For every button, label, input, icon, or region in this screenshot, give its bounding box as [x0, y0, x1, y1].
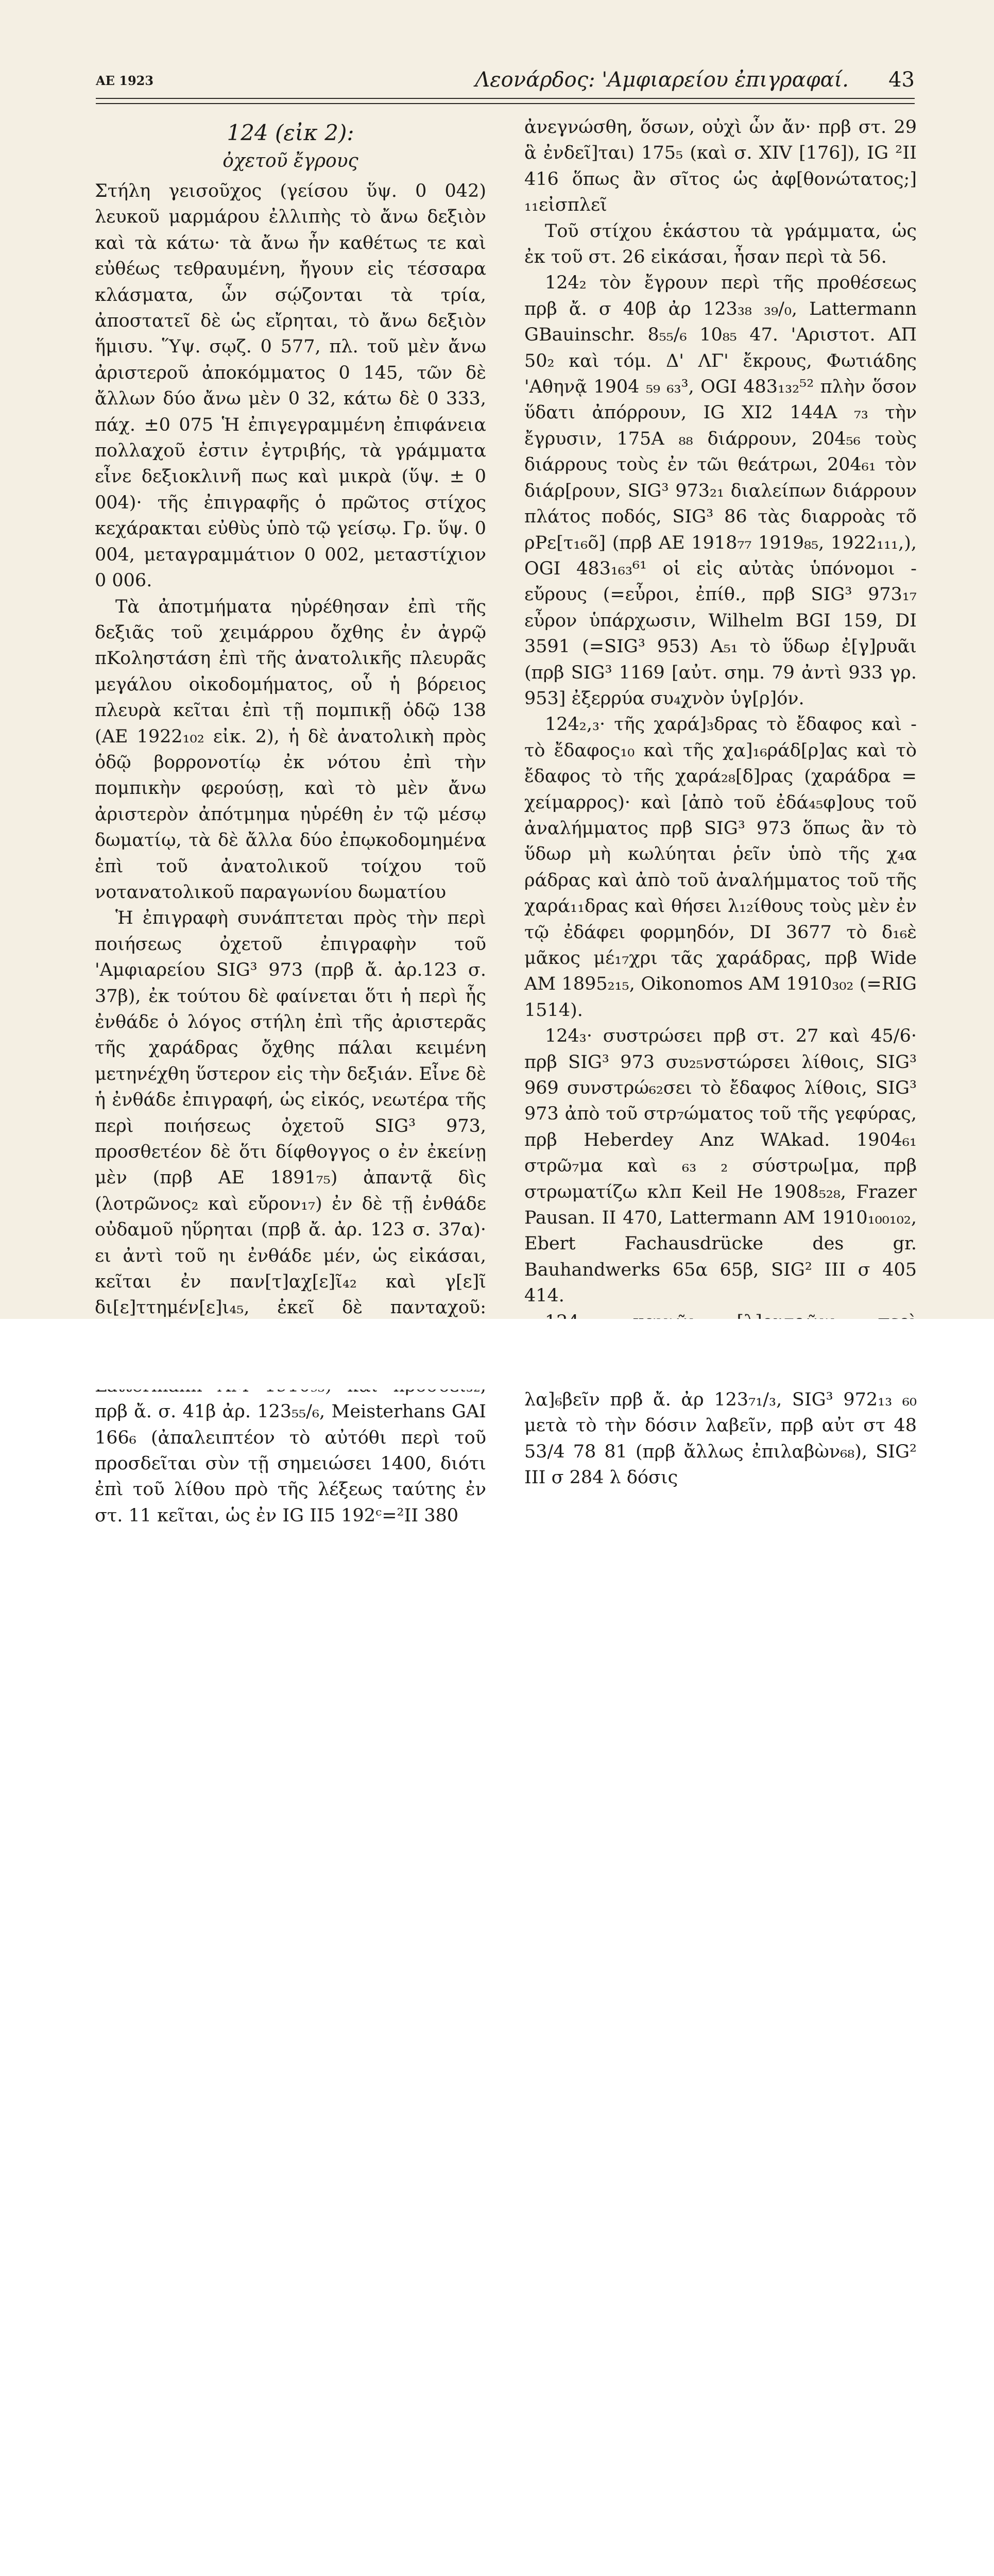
page-number: 43: [888, 68, 915, 92]
left-paragraph: Ἡ ἐπιγραφὴ συνάπτεται πρὸς τὴν περὶ ποιήσεως ὀχετοῦ ἐπιγραφὴν τοῦ 'Αμφιαρείου SIG³ 973 (πρβ ἄ. ἀρ.123 σ. 37β), ἐκ τούτου δὲ φαίνεται ὅτι ἡ περὶ ἧς ἐνθάδε ὁ λόγος στήλη ἐπὶ τῆς ἀριστερᾶς τῆς χαράδρας ὄχθης πάλαι κειμένη μετηνέχθη ὕστερον εἰς τὴν δεξιάν. Εἶνε δὲ ἡ ἐνθάδε ἐπιγραφή, ὡς εἰκός, νεωτέρα τῆς περὶ ποιήσεως ὀχετοῦ SIG³ 973, προσθετέον δὲ ὅτι δίφθογγος ο ἐν ἐκείνῃ μὲν (πρβ ΑΕ 1891₇₅) ἀπαντᾷ δὶς (λοτρῶνος₂ καὶ εὔρον₁₇) ἐν δὲ τῇ ἐνθάδε οὐδαμοῦ ηὕρηται (πρβ ἄ. ἀρ. 123 σ. 37α)· ει ἀντὶ τοῦ ηι ἐνθάδε μέν, ὡς εἰκάσαι, κεῖται ἐν παν[τ]αχ[ε]ῖ₄₂ καὶ γ[ε]ῖ δι[ε]ττημέν[ε]ι₄₅, ἐκεῖ δὲ πανταχοῦ: πρβ ἄ. σ. 41β ἀρ. 123₅₅/₆, Meisterhans GAI 166₆ (ἀπαλειπτέον τὸ αὐτόθι περὶ τοῦ προσδεῖται σὺν τῇ σημειώσει 1400, διότι ἐπὶ τοῦ λίθου πρὸ τῆς λέξεως ταύτης ἐν στ. 11 κεῖται, ὡς ἐν IG II5 192ᶜ=²II 380: [95, 908, 486, 1526]
section-subtitle: ὀχετοῦ ἔγρους: [222, 150, 358, 172]
journal-label: ΑΕ 1923: [96, 73, 154, 88]
header-rule-top: [96, 98, 915, 99]
viewer-footer: [0, 1319, 994, 1389]
right-paragraph: Τοῦ στίχου ἑκάστου τὰ γράμματα, ὡς ἐκ τοῦ στ. 26 εἰκάσαι, ἦσαν περὶ τὰ 56.: [524, 221, 917, 268]
header-rule-bottom: [96, 103, 915, 104]
right-paragraph: λα]₆βεῖν πρβ ἄ. ἀρ 123₇₁/₃, SIG³ 972₁₃ ₆₀ μετὰ τὸ τὴν δόσιν λαβεῖν, πρβ αὐτ στ 48 53/4 78 81 (πρβ ἄλλως ἐπιλαβὼν₆₈), SIG² III σ 284 λ δόσις: [524, 1389, 917, 1488]
right-paragraph: 124₃· συστρώσει πρβ στ. 27 καὶ 45/6· πρβ SIG³ 973 συ₂₅νστώρσει λίθοις, SIG³ 969 συνστρώ₆₂σει τὸ ἔδαφος λίθοις, SIG³ 973 ἀπὸ τοῦ στρ₇ώματος τοῦ τῆς γεφύρας, πρβ Heberdey Anz WAkad. 1904₆₁ στρῶ₇μα καὶ ₆₃ ₂ σύστρω[μα, πρβ στρωματίζω κλπ Keil He 1908₅₂₈, Frazer Pausan. II 470, Lattermann ΑΜ 1910₁₀₀₁₀₂, Ebert Fachausdrücke des gr. Bauhandwerks 65α 65β, SIG² III σ 405 414.: [524, 1026, 917, 1307]
right-column: [524, 114, 917, 1491]
right-paragraph: 124₂ τὸν ἔγρουν περὶ τῆς προθέσεως πρβ ἄ. σ 40β ἀρ 123₃₈ ₃₉/₀, Lattermann GBauinschr. 8₅₅/₆ 10₈₅ 47. 'Αριστοτ. ΑΠ 50₂ καὶ τόμ. Δ' ΛΓ' ἔκρους, Φωτιάδης 'Αθηνᾷ 1904 ₅₉ ₆₃³, OGI 483₁₃₂⁵² πλὴν ὅσον ὕδατι ἀπόρρουν, IG XI2 144Α ₇₃ τὴν ἔγρυσιν, 175Α ₈₈ διάρρουν, 204₅₆ τοὺς διάρρους τοὺς ἐν τῶι θεάτρωι, 204₆₁ τὸν διάρ[ρουν, SIG³ 973₂₁ διαλείπων διάρρουν πλάτος ποδός, SIG³ 86 τὰς διαρροὰς τõ ρΡε[τ₁₆õ] (πρβ ΑΕ 1918₇₇ 1919₈₅, 1922₁₁₁,), OGI 483₁₆₃⁶¹ οἱ εἰς αὐτὰς ὑπόνομοι - εὔρους (=εὖροι, ἐπίθ., πρβ SIG³ 973₁₇ εὖρον ὑπάρχωσιν, Wilhelm BGI 159, DI 3591 (=SIG³ 953) Α₅₁ τὸ ὕδωρ ἐ[γ]ρυᾶι (πρβ SIG³ 1169 [αὐτ. σημ. 79 ἀντὶ 933 γρ. 953] ἐξερρύα συ₄χνὸν ὑγ[ρ]όν.: [524, 273, 917, 709]
left-column: [95, 114, 486, 1529]
running-title: Λεονάρδος: 'Αμφιαρείου ἐπιγραφαί.: [475, 68, 849, 92]
right-paragraph: 124₂,₃· τῆς χαρά]₃δρας τὸ ἔδαφος καὶ - τὸ ἔδαφος₁₀ καὶ τῆς χα]₁₆ράδ[ρ]ας καὶ τὸ ἔδαφος τὸ τῆς χαρά₂₈[δ]ρας (χαράδρα = χείμαρρος)· καὶ [ἀπὸ τοῦ ἐδά₄₅φ]ους τοῦ ἀναλήμματος πρβ SIG³ 973 ὅπως ἂν τὸ ὕδωρ μὴ κωλύηται ῥεῖν ὑπὸ τῆς χ₄α ράδρας καὶ ἀπὸ τοῦ ἀναλήμματος τοῦ τῆς χαρά₁₁δρας καὶ θήσει λ₁₂ίθους τοὺς μὲν ἐν τῷ ἐδάφει φορμηδόν, DI 3677 τὸ δ₁₆ὲ μᾶκος μέ₁₇χρι τᾶς χαράδρας, πρβ Wide ΑΜ 1895₂₁₅, Oikonomos ΑΜ 1910₃₀₂ (=RIG 1514).: [524, 714, 917, 1021]
right-paragraph: ἀνεγνώσθη, ὅσων, οὐχὶ ὧν ἄν· πρβ στ. 29 ἃ ἐνδεῖ]ται) 175₅ (καὶ σ. XIV [176]), IG ²II 416 ὅπως ἂν σῖτος ὡς ἀφ[θονώτατος;] ₁₁εἰσπλεῖ: [524, 117, 917, 216]
left-paragraph: Στήλη γεισοῦχος (γείσου ὕψ. 0 042) λευκοῦ μαρμάρου ἐλλιπὴς τὸ ἄνω δεξιὸν καὶ τὰ κάτω· τὰ ἄνω ἦν καθέτως τε καὶ εὐθέως τεθραυμένη, ἤγουν εἰς τέσσαρα κλάσματα, ὧν σῴζονται τὰ τρία, ἀποστατεῖ δὲ ὡς εἴρηται, τὸ ἄνω δεξιὸν ἥμισυ. Ὕψ. σῳζ. 0 577, πλ. τοῦ μὲν ἄνω ἀριστεροῦ ἀποκόμματος 0 145, τῶν δὲ ἄλλων δύο ἄνω μὲν 0 32, κάτω δὲ 0 333, πάχ. ±0 075 Ἡ ἐπιγεγραμμένη ἐπιφάνεια πολλαχοῦ ἐστιν ἐγτριβής, τὰ γράμματα εἶνε δεξιοκλινῆ πως καὶ μικρὰ (ὕψ. ± 0 004)· τῆς ἐπιγραφῆς ὁ πρῶτος στίχος κεχάρακται εὐθὺς ὑπὸ τῷ γείσῳ. Γρ. ὕψ. 0 004, μεταγραμμάτιον 0 002, μεταστίχιον 0 006.: [95, 181, 486, 591]
left-paragraph: Τὰ ἀποτμήματα ηὑρέθησαν ἐπὶ τῆς δεξιᾶς τοῦ χειμάρρου ὄχθης ἐν ἀγρῷ πKοληστάση ἐπὶ τῆς ἀνατολικῆς πλευρᾶς μεγάλου οἰκοδομήματος, οὗ ἡ βόρειος πλευρὰ κεῖται ἐπὶ τῇ πομπικῇ ὁδῷ 138 (ΑΕ 1922₁₀₂ εἰκ. 2), ἡ δὲ ἀνατολικὴ πρὸς ὁδῷ βορρονοτίῳ ἐκ νότου ἐπὶ τὴν πομπικὴν φερούσῃ, καὶ τὸ μὲν ἄνω ἀριστερὸν ἀπότμημα ηὑρέθη ἐν τῷ μέσῳ δωματίῳ, τὰ δὲ ἄλλα δύο ἐπῳκοδομημένα ἐπὶ τοῦ ἀνατολικοῦ τοίχου τοῦ νοτανατολικοῦ παραγωνίου δωματίου: [95, 596, 486, 903]
running-header: [96, 68, 915, 93]
section-title: 124 (εἰκ 2):: [227, 120, 354, 145]
